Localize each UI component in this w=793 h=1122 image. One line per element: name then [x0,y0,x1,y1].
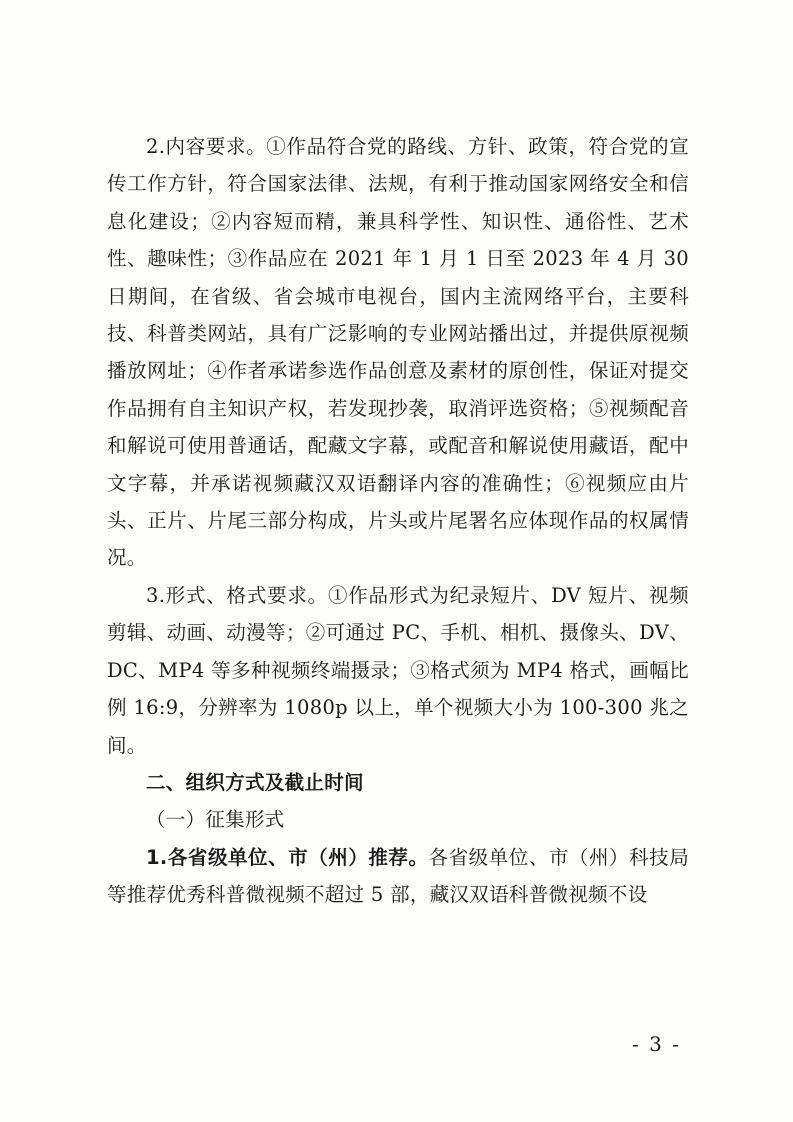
section-heading: 二、组织方式及截止时间 [146,770,364,794]
paragraph-content-requirements: 2.内容要求。①作品符合党的路线、方针、政策，符合党的宣传工作方针，符合国家法律、法规，有利于推动国家网络安全和信息化建设；②内容短而精，兼具科学性、知识性、通俗性、艺术性、趣味性；③作品应在 2021 年 1 月 1 日至 2023 年 4 月 30 日期间，在省级、省会城市电视台，国内主流网络平台，主要科技、科普类网站，具有广泛影响的专业网站播出过，并提供原视频播放网址；④作者承诺参选作品创意及素材的原创性，保证对提交作品拥有自主知识产权，若发现抄袭，取消评选资格；⑤视频配音和解说可使用普通话，配藏文字幕，或配音和解说使用藏语，配中文字幕，并承诺视频藏汉双语翻译内容的准确性；⑥视频应由片头、正片、片尾三部分构成，片头或片尾署名应体现作品的权属情况。 [107,135,689,570]
item-1-lead: 1.各省级单位、市（州）推荐。 [146,845,429,869]
page-content [107,128,689,914]
paragraph-item-1 [107,839,689,914]
page-number: - 3 - [632,1032,681,1056]
sub-heading: （一）征集形式 [146,808,285,832]
item-1-text: 各省级单位、市（州）科技局等推荐优秀科普微视频不超过 5 部，藏汉双语科普微视频不设 [107,845,689,907]
paragraph-format-requirements: 3.形式、格式要求。①作品形式为纪录短片、DV 短片、视频剪辑、动画、动漫等；②可通过 PC、手机、相机、摄像头、DV、DC、MP4 等多种视频终端摄录；③格式须为 MP4 格式，画幅比例 16:9，分辨率为 1080p 以上，单个视频大小为 100-300 兆之间。 [107,583,689,757]
